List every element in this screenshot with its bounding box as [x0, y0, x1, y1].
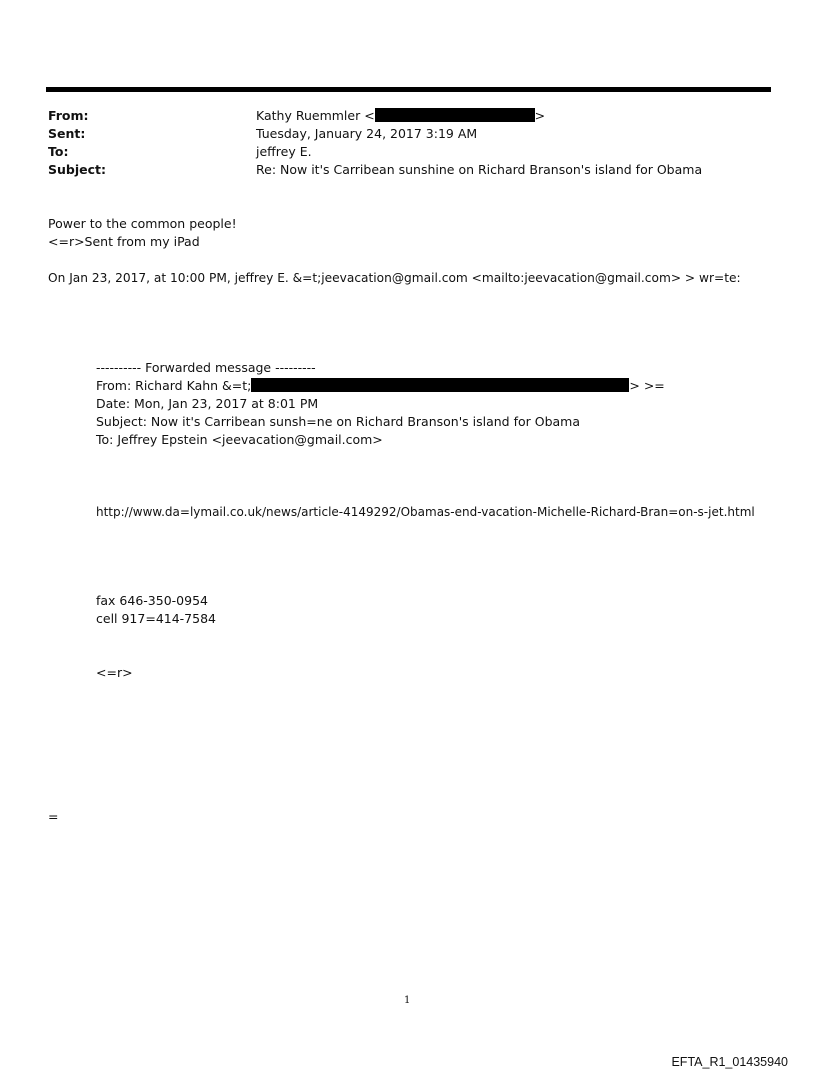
- redaction-box: [375, 108, 535, 122]
- from-label: From:: [48, 108, 89, 123]
- forwarded-from-prefix: From: Richard Kahn &=t;: [96, 378, 252, 393]
- sent-value: Tuesday, January 24, 2017 3:19 AM: [256, 126, 478, 141]
- bates-number: EFTA_R1_01435940: [671, 1055, 788, 1069]
- to-value: jeffrey E.: [256, 144, 312, 159]
- sent-label: Sent:: [48, 126, 86, 141]
- forwarded-to: To: Jeffrey Epstein <jeevacation@gmail.com>: [96, 432, 383, 447]
- br-tag-text: <=r>: [96, 665, 133, 680]
- redaction-box: [251, 378, 629, 392]
- body-line-1: Power to the common people!: [48, 216, 237, 231]
- subject-value: Re: Now it's Carribean sunshine on Richard Branson's island for Obama: [256, 162, 703, 177]
- cell-number: cell 917=414-7584: [96, 611, 216, 626]
- stray-equals: =: [48, 809, 59, 824]
- fax-number: fax 646-350-0954: [96, 593, 208, 608]
- page-number: 1: [404, 995, 411, 1006]
- forwarded-date: Date: Mon, Jan 23, 2017 at 8:01 PM: [96, 396, 319, 411]
- article-link[interactable]: http://www.da=lymail.co.uk/news/article-4149292/Obamas-end-vacation-Michelle-Richard-Bran=on-s-jet.html: [96, 505, 755, 519]
- forwarded-from-suffix: > >=: [629, 378, 665, 393]
- forwarded-from: [96, 377, 665, 395]
- quote-intro: On Jan 23, 2017, at 10:00 PM, jeffrey E. &=t;jeevacation@gmail.com <mailto:jeevacation@gmail.com> > wr=te:: [48, 271, 741, 285]
- from-name: Kathy Ruemmler <: [256, 108, 375, 123]
- body-line-2: <=r>Sent from my iPad: [48, 234, 200, 249]
- from-value: [256, 107, 545, 125]
- forwarded-subject: Subject: Now it's Carribean sunsh=ne on Richard Branson's island for Obama: [96, 414, 581, 429]
- forwarded-divider: ---------- Forwarded message ---------: [96, 360, 316, 375]
- from-close: >: [534, 108, 546, 123]
- subject-label: Subject:: [48, 162, 106, 177]
- to-label: To:: [48, 144, 69, 159]
- header-rule: [46, 87, 771, 92]
